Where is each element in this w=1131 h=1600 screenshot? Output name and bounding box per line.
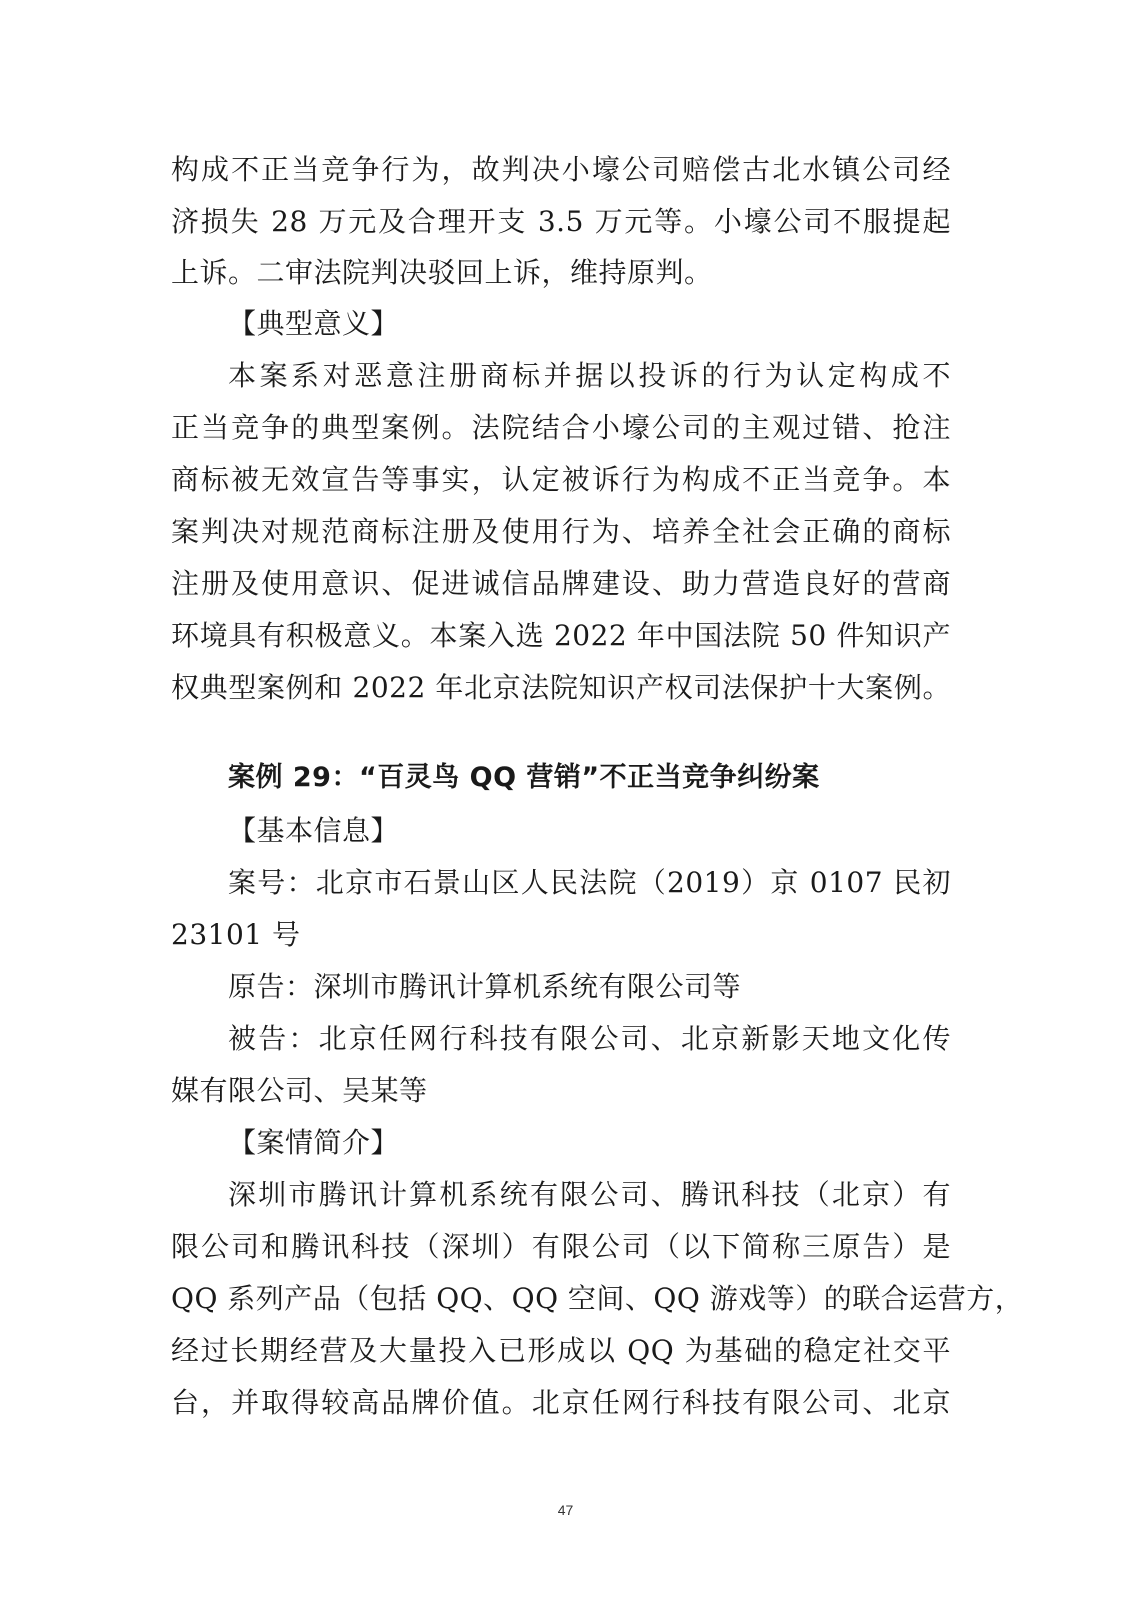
section-heading-basic-info: 【基本信息】 [228,814,400,847]
body-text-line: 案判决对规范商标注册及使用行为、培养全社会正确的商标 [171,515,951,548]
section-heading-case-summary: 【案情简介】 [228,1126,400,1159]
section-heading-typical-significance: 【典型意义】 [228,307,400,340]
defendant-line: 被告：北京任网行科技有限公司、北京新影天地文化传 [228,1022,951,1055]
body-text-line: QQ 系列产品（包括 QQ、QQ 空间、QQ 游戏等）的联合运营方， [171,1282,1024,1315]
body-text-line: 深圳市腾讯计算机系统有限公司、腾讯科技（北京）有 [228,1178,951,1211]
case-number-continued: 23101 号 [171,918,301,951]
body-text-line: 商标被无效宣告等事实，认定被诉行为构成不正当竞争。本 [171,463,951,496]
body-text-line: 权典型案例和 2022 年北京法院知识产权司法保护十大案例。 [171,671,951,704]
body-text-line: 限公司和腾讯科技（深圳）有限公司（以下简称三原告）是 [171,1230,951,1263]
body-text-line: 注册及使用意识、促进诚信品牌建设、助力营造良好的营商 [171,567,951,600]
body-text-line: 本案系对恶意注册商标并据以投诉的行为认定构成不 [228,359,951,392]
body-text-line: 台，并取得较高品牌价值。北京任网行科技有限公司、北京 [171,1386,951,1419]
body-text-line: 上诉。二审法院判决驳回上诉，维持原判。 [171,256,713,289]
page-number: 47 [557,1502,574,1518]
case-title: 案例 29：“百灵鸟 QQ 营销”不正当竞争纠纷案 [228,762,820,793]
case-number-line: 案号：北京市石景山区人民法院（2019）京 0107 民初 [228,866,951,899]
body-text-line: 环境具有积极意义。本案入选 2022 年中国法院 50 件知识产 [171,619,951,652]
plaintiff-line: 原告：深圳市腾讯计算机系统有限公司等 [228,970,742,1003]
body-text-line: 济损失 28 万元及合理开支 3.5 万元等。小壕公司不服提起 [171,205,951,238]
body-text-line: 正当竞争的典型案例。法院结合小壕公司的主观过错、抢注 [171,411,951,444]
body-text-line: 经过长期经营及大量投入已形成以 QQ 为基础的稳定社交平 [171,1334,951,1367]
defendant-continued: 媒有限公司、吴某等 [171,1074,428,1107]
body-text-line: 构成不正当竞争行为，故判决小壕公司赔偿古北水镇公司经 [171,153,951,186]
